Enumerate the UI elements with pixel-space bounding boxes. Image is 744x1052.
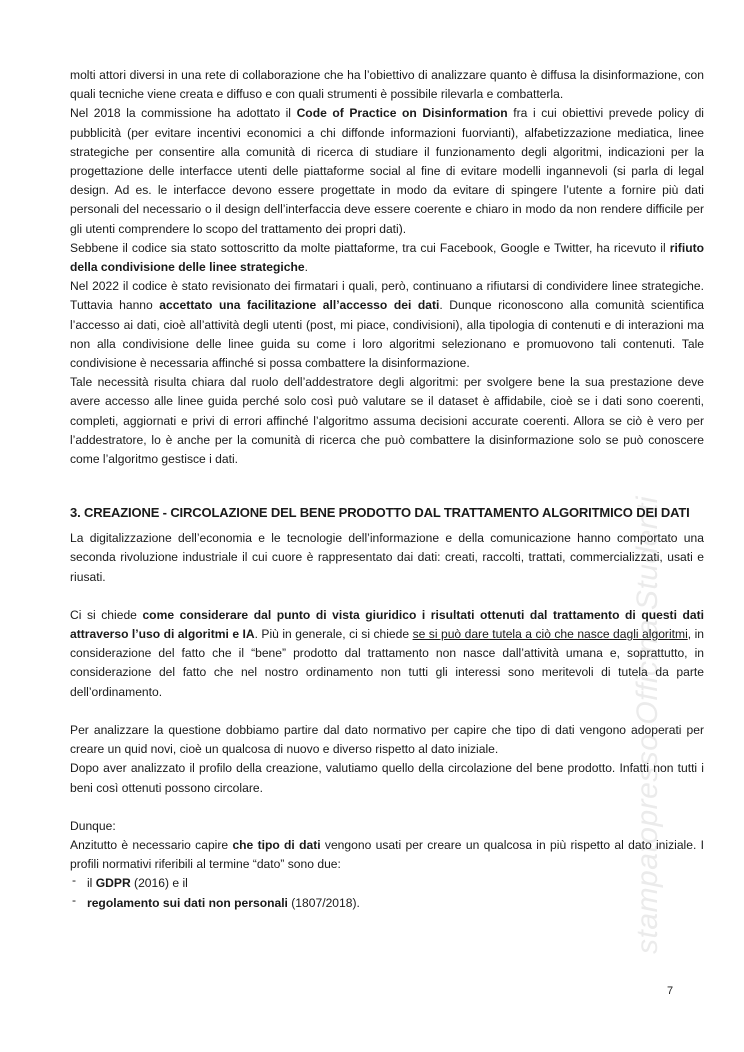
list-item: - regolamento sui dati non personali (1807/2018).: [72, 892, 360, 910]
paragraph: Ci si chiede come considerare dal punto di vista giuridico i risultati ottenuti dal trattamento di questi dati attraverso l’uso di algoritmi e IA. Più in generale, ci si chiede se si può dare tutela a ciò che nasce dagli algoritmi, in considerazione del fatto che il “bene” prodotto dal trattamento non nasce dall’attività umana e, soprattutto, in considerazione del fatto che nel nostro ordinamento non tutti gli interessi sono meritevoli di tutela da parte dell’ordinamento.: [70, 607, 704, 699]
paragraph: Per analizzare la questione dobbiamo partire dal dato normativo per capire che tipo di dati vengono adoperati per creare un quid novi, cioè un qualcosa di nuovo e diverso rispetto al dato iniziale.: [70, 722, 704, 757]
document-page: [70, 66, 704, 913]
paragraph: La digitalizzazione dell’economia e le tecnologie dell’informazione e della comunicazione hanno comportato una seconda rivoluzione industriale il cui cuore è rappresentato dai dati: creati, raccolti, trattati, commercializzati, usati e riusati.: [70, 531, 704, 584]
paragraph: Dopo aver analizzato il profilo della creazione, valutiamo quello della circolazione del bene prodotto. Infatti non tutti i beni così ottenuti possono circolare.: [70, 761, 704, 795]
paragraph: Sebbene il codice sia stato sottoscritto da molte piattaforme, tra cui Facebook, Google e Twitter, ha ricevuto il rifiuto della condivisione delle linee strategiche.: [70, 240, 704, 275]
bold-term: che tipo di dati: [232, 837, 321, 852]
watermark: stampatopresso Officina Studenti: [631, 496, 664, 954]
bullet-list: [70, 874, 704, 912]
page-number: 7: [667, 985, 674, 997]
bold-term: rifiuto della condivisione delle linee strategiche: [70, 240, 704, 275]
list-item: - il GDPR (2016) e il: [72, 873, 188, 891]
bold-term: come considerare dal punto di vista giuridico i risultati ottenuti dal trattamento di questi dati attraverso l’uso di algoritmi e IA: [70, 607, 704, 642]
bold-term: Code of Practice on Disinformation: [296, 106, 508, 121]
paragraph: molti attori diversi in una rete di collaborazione che ha l’obiettivo di analizzare quanto è diffusa la disinformazione, con quali tecniche viene creata e diffuso e con quali strumenti è possibile rilevarla e combatterla.: [70, 68, 704, 102]
section-heading: 3. CREAZIONE - CIRCOLAZIONE DEL BENE PRODOTTO DAL TRATTAMENTO ALGORITMICO DEI DATI: [70, 505, 690, 521]
bold-term: accettato una facilitazione all’accesso dei dati: [159, 298, 440, 313]
underlined-text: se si può dare tutela a ciò che nasce dagli algoritmi: [412, 627, 688, 642]
paragraph: Nel 2018 la commissione ha adottato il Code of Practice on Disinformation fra i cui obiettivi prevede policy di pubblicità (per evitare incentivi economici a chi diffonde informazioni fuorvianti), alfabetizzazione mediatica, linee strategiche per consentire alla comunità di ricerca di studiare il funzionamento degli algoritmi, indicazioni per la progettazione delle interfacce utenti delle piattaforme social al fine di evitare modelli ingannevoli (si parla di legal design. Ad es. le interfacce devono essere progettate in modo da evitare di spingere l’utente a fornire più dati personali del necessario o il design dell’interfaccia deve essere coerente e chiaro in modo da non rendere difficile per gli utenti comprendere lo scopo del trattamento dei propri dati).: [70, 106, 704, 236]
paragraph: Anzitutto è necessario capire che tipo di dati vengono usati per creare un qualcosa in più rispetto al dato iniziale. I profili normativi riferibili al termine “dato” sono due:: [70, 837, 704, 872]
dash-bullet-icon: -: [72, 873, 77, 888]
paragraph: Nel 2022 il codice è stato revisionato dei firmatari i quali, però, continuano a rifiutarsi di condividere linee strategiche. Tuttavia hanno accettato una facilitazione all’accesso dei dati. Dunque riconoscono alla comunità scientifica l’accesso ai dati, cioè all’attività degli utenti (post, mi piace, condivisioni), alla tipologia di contenuti e di interazioni ma non alla condivisione delle linee guida su come i loro algoritmi selezionano e promuovono tali contenuti. Tale condivisione è necessaria affinché si possa combattere la disinformazione.: [70, 279, 705, 371]
dash-bullet-icon: -: [72, 892, 77, 907]
paragraph: Tale necessità risulta chiara dal ruolo dell’addestratore degli algoritmi: per svolgere bene la sua prestazione deve avere accesso alle linee guida perché solo così può valutare se il dataset è affidabile, cioè se i dati sono coerenti, completi, aggiornati e privi di errori affinché l’algoritmo assuma decisioni accurate coerenti. Allora se ciò è vero per l’addestratore, lo è anche per la comunità di ricerca che può combattere la disinformazione solo se può conoscere come l’algoritmo gestisce i dati.: [70, 375, 704, 467]
paragraph: Dunque:: [70, 818, 116, 833]
